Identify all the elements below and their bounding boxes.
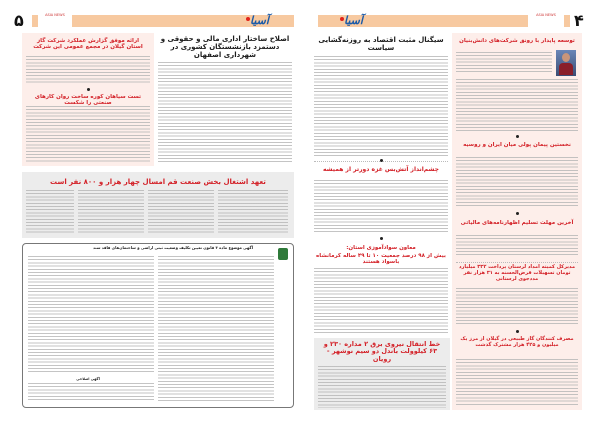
- article-body: [314, 56, 448, 158]
- date-block: ASIA NEWS: [536, 13, 556, 17]
- logo: آسیا: [250, 14, 269, 27]
- headline: تعهد اشتغال بخش صنعت قم امسال چهار هزار و ۸۰۰ نفر است: [50, 178, 266, 186]
- headline: توسعه پایدار با رونق شرکت‌های دانش‌بنیان: [459, 38, 575, 44]
- article-body: [26, 190, 74, 234]
- separator-dot: [516, 212, 519, 215]
- headline: ارائه موفق گزارش عملکرد شرکت گاز استان گیلان در مجمع عمومی این شرکت: [33, 38, 143, 51]
- header-accent: [32, 15, 38, 27]
- headline: چشم‌انداز آتش‌بس غزه دورتر از همیشه: [323, 166, 439, 173]
- date-block: ASIA NEWS: [45, 13, 65, 17]
- ad-body: [158, 256, 274, 402]
- article-body: [456, 157, 578, 207]
- article-body: [456, 52, 552, 74]
- article-body: [26, 56, 150, 84]
- separator-dot: [380, 237, 383, 240]
- page-4: [306, 0, 596, 428]
- author-photo: [556, 50, 576, 76]
- article-body: [456, 359, 578, 405]
- article-body: [78, 190, 144, 234]
- logo: آسیا: [344, 14, 363, 27]
- article-body: [318, 366, 446, 408]
- ad-title: آگهی موضوع ماده ۳ قانون تعیین تکلیف وضعیت ثبتی اراضی و ساختمان‌های فاقد سند: [92, 245, 254, 250]
- ad-body: [28, 256, 154, 374]
- page-number: ۵: [14, 11, 24, 30]
- headline: خط انتقال نیروی برق ۲ مداره ۲۳۰ و ۶۳ کیلوولت باندل دو سیم نوشهر - رویان: [323, 340, 441, 363]
- article-body: [314, 268, 448, 334]
- page-5: [8, 0, 294, 428]
- divider: [456, 262, 578, 263]
- headline: نخستین پیمان پولی میان ایران و روسیه: [463, 142, 571, 148]
- headline: تست سیاهان کوره ساخت روان کارهای صنعتی را شکست: [34, 94, 142, 107]
- headline: آخرین مهلت تسلیم اظهارنامه‌های مالیاتی: [460, 220, 574, 226]
- separator-dot: [87, 88, 90, 91]
- article-body: [218, 190, 288, 234]
- separator-dot: [516, 135, 519, 138]
- article-body: [314, 180, 448, 234]
- headline: مدیرکل کمیته امداد لرستان پرداخت ۳۳۲ میلیارد تومان تسهیلات قرض‌الحسنه به ۳۱ هزار نفر مددجوی لرستانی: [458, 264, 576, 282]
- headline: اصلاح ساختار اداری مالی و حقوقی و دستمزد بازنشستگان کشوری در شهرداری اصفهان: [160, 35, 290, 60]
- article-body: [148, 190, 214, 234]
- article-body: [456, 288, 578, 326]
- article-body: [456, 235, 578, 257]
- page-number: ۴: [574, 11, 584, 30]
- judiciary-emblem-icon: [278, 248, 288, 260]
- article-body: [26, 106, 150, 162]
- headline: مصرف کنندگان گاز طبیعی در گیلان از مرز یک میلیون و ۴۲۵ هزار مشترک گذشت: [460, 336, 574, 348]
- separator-dot: [516, 330, 519, 333]
- ad-body: [28, 383, 154, 402]
- article-body: [158, 62, 292, 164]
- ad-subtitle: آگهی اصلاحی: [76, 377, 100, 381]
- kicker: معاون سوادآموزی استان:: [346, 245, 416, 251]
- headline: سیگنال مثبت اقتصاد به روزنه‌گشایی سیاست: [318, 36, 444, 53]
- article-body: [456, 79, 578, 132]
- separator-dot: [380, 159, 383, 162]
- header-accent: [564, 15, 570, 27]
- headline: بیش از ۹۸ درصد جمعیت ۱۰ تا ۴۹ ساله کرمانشاه باسواد هستند: [316, 253, 446, 266]
